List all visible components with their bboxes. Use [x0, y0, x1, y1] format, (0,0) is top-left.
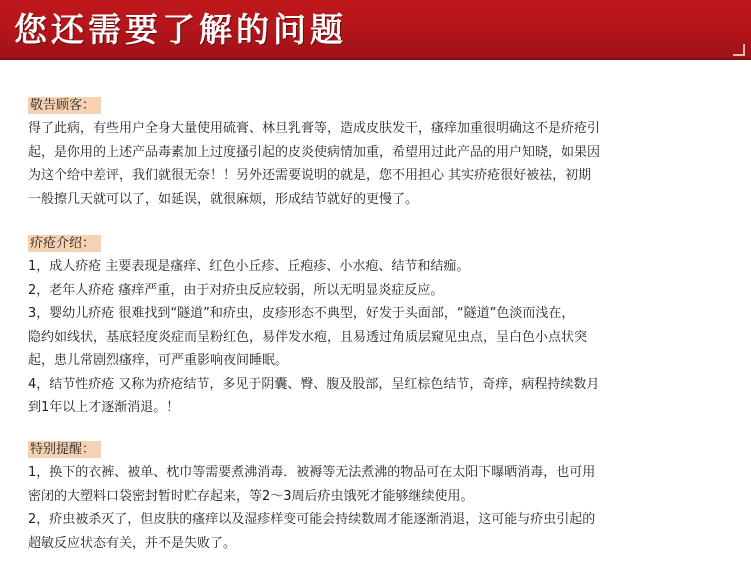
text-line: 隐约如线状，基底轻度炎症而呈粉红色，易伴发水疱，且易透过角质层窥见虫点，呈白色小点状突	[28, 329, 588, 345]
text-line: 为这个给中差评，我们就很无奈！！另外还需要说明的就是，您不用担心 其实疥疮很好被祛，初期	[28, 168, 592, 183]
text-line: 超敏反应状态有关，并不是失败了。	[28, 535, 237, 551]
text-line: 3，婴幼儿疥疮 很难找到“隧道”和疥虫，皮疹形态不典型，好发于头面部，“隧道”色淡而浅在，	[28, 306, 575, 321]
text-line: 密闭的大塑料口袋密封暂时贮存起来，等2～3周后疥虫饿死才能够继续使用。	[28, 488, 474, 504]
text-line: 到1年以上才逐渐消退。！	[28, 400, 180, 415]
text-line: 起，患儿常剧烈瘙痒，可严重影响夜间睡眠。	[28, 353, 289, 368]
section-introduction	[28, 232, 728, 420]
text-line: 起，是你用的上述产品毒素加上过度搔引起的皮炎使病情加重，希望用过此产品的用户知晓，如果因	[28, 144, 601, 160]
text-line: 得了此病，有些用户全身大量使用硫膏、林旦乳膏等，造成皮肤发干，瘙痒加重很明确这不是疥疮引	[28, 121, 601, 136]
banner-corner-decoration	[733, 44, 745, 56]
section-reminder	[28, 438, 728, 555]
section-label: 疥疮介绍：	[28, 235, 101, 252]
text-line: 1，成人疥疮 主要表现是瘙痒、红色小丘疹、丘疱疹、小水疱、结节和结痂。	[28, 259, 470, 274]
text-line: 2，疥虫被杀灭了，但皮肤的瘙痒以及湿疹样变可能会持续数周才能逐渐消退，这可能与疥虫引起的	[28, 512, 596, 527]
section-notice	[28, 94, 728, 211]
header-banner	[0, 0, 751, 60]
page-title: 您还需要了解的问题	[14, 10, 347, 49]
text-line: 一般擦几天就可以了，如延误，就很麻烦，形成结节就好的更慢了。	[28, 191, 419, 207]
text-line: 2，老年人疥疮 瘙痒严重，由于对疥虫反应较弱，所以无明显炎症反应。	[28, 282, 444, 298]
section-label: 特别提醒：	[28, 441, 101, 458]
text-line: 4，结节性疥疮 又称为疥疮结节，多见于阴囊、臀、腹及股部，呈红棕色结节，奇痒，病程持续数月	[28, 376, 600, 392]
text-line: 1，换下的衣裤、被单、枕巾等需要煮沸消毒．被褥等无法煮沸的物品可在太阳下曝晒消毒，也可用	[28, 465, 596, 480]
section-label: 敬告顾客：	[28, 97, 101, 114]
